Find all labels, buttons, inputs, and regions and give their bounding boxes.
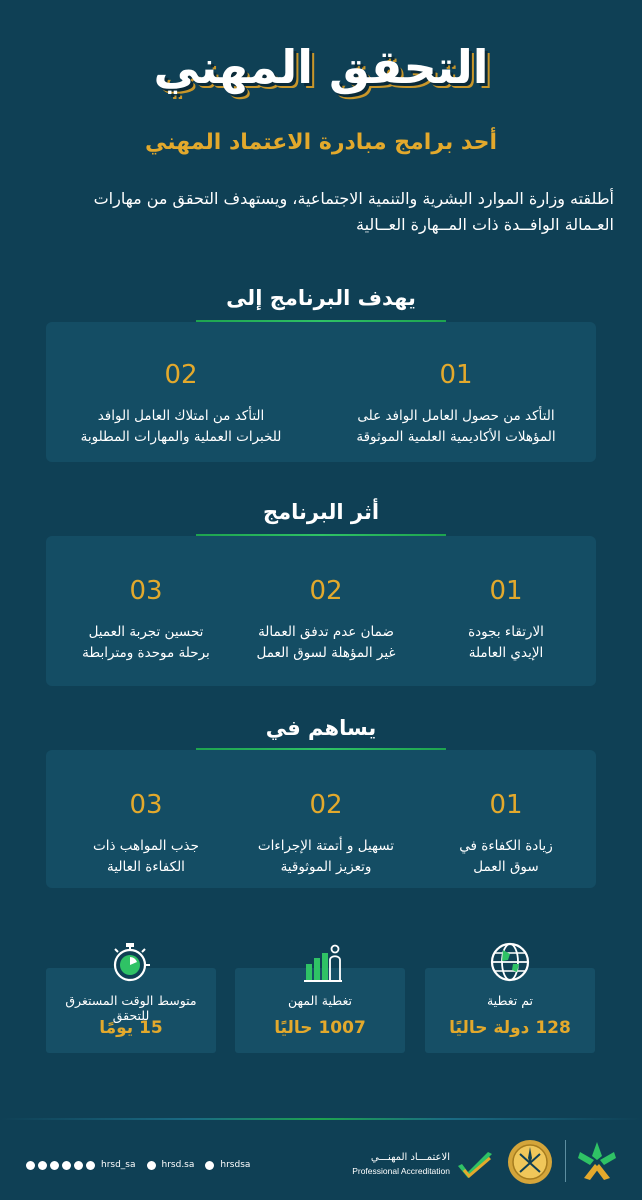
impact-text-line: تحسين تجربة العميل xyxy=(88,624,204,640)
contributes-number: 02 xyxy=(309,790,343,820)
snapchat-icon[interactable] xyxy=(86,1161,95,1170)
stopwatch-icon xyxy=(108,940,152,984)
stat-label: تغطية المهن xyxy=(288,993,352,1008)
impact-panel xyxy=(46,536,596,686)
contributes-number: 01 xyxy=(489,790,523,820)
contributes-text xyxy=(241,836,411,878)
globe-icon xyxy=(488,940,532,984)
contributes-text-line: وتعزيز الموثوقية xyxy=(280,859,372,875)
web-icon[interactable] xyxy=(147,1161,156,1170)
goal-text-line: للخبرات العملية والمهارات المطلوبة xyxy=(80,429,282,445)
professional-accreditation-logo xyxy=(352,1148,496,1184)
checkmark-logo-icon xyxy=(454,1148,496,1184)
goal-number: 01 xyxy=(439,360,473,390)
page-subtitle: أحد برامج مبادرة الاعتماد المهني xyxy=(144,130,498,155)
stat-value: 15 يومًا xyxy=(99,1018,163,1038)
brand-name-arabic: الاعتمـــاد المهنـــي xyxy=(370,1152,450,1163)
goal-text-line: التأكد من حصول العامل الوافد على xyxy=(357,408,555,424)
contributes-panel xyxy=(46,750,596,888)
impact-item-3 xyxy=(61,574,231,664)
impact-text xyxy=(61,622,231,664)
impact-item-2 xyxy=(241,574,411,664)
impact-heading: أثر البرنامج xyxy=(262,500,380,524)
impact-number: 02 xyxy=(309,576,343,606)
social-links xyxy=(26,1158,258,1172)
intro-line-1: أطلقته وزارة الموارد البشرية والتنمية الاجتماعية، ويستهدف التحقق من مهارات xyxy=(93,189,614,208)
impact-text-line: ضمان عدم تدفق العمالة xyxy=(258,624,394,640)
impact-text xyxy=(241,622,411,664)
contributes-text-line: تسهيل و أتمتة الإجراءات xyxy=(257,838,395,854)
facebook-icon[interactable] xyxy=(62,1161,71,1170)
goal-text-line: المؤهلات الأكاديمية العلمية الموثوقة xyxy=(356,429,556,445)
contributes-text xyxy=(421,836,591,878)
intro-text xyxy=(24,186,614,238)
goals-heading: يهدف البرنامج إلى xyxy=(226,286,416,310)
goal-text-line: التأكد من امتلاك العامل الوافد xyxy=(97,408,265,424)
ministry-logo-icon xyxy=(574,1138,620,1184)
youtube-channel-icon[interactable] xyxy=(205,1161,214,1170)
contributes-text-line: سوق العمل xyxy=(473,859,539,875)
goal-text xyxy=(326,406,586,448)
brand-name-english: Professional Accreditation xyxy=(352,1166,450,1176)
stat-value: 128 دولة حاليًا xyxy=(449,1018,571,1038)
intro-line-2: العـمالة الوافــدة ذات المــهارة العــالية xyxy=(356,215,614,234)
goal-item-2 xyxy=(56,358,306,448)
footer-divider xyxy=(0,1118,642,1120)
contributes-number: 03 xyxy=(129,790,163,820)
impact-text-line: غير المؤهلة لسوق العمل xyxy=(256,645,396,661)
web-handle[interactable]: hrsd.sa xyxy=(161,1160,195,1170)
contributes-text-line: زيادة الكفاءة في xyxy=(459,838,553,854)
contributes-heading: يساهم في xyxy=(265,716,377,740)
footer-vertical-divider xyxy=(565,1140,566,1182)
contributes-text xyxy=(61,836,231,878)
contributes-item-1 xyxy=(421,788,591,878)
page-title: التحقق المهني xyxy=(153,40,489,94)
impact-text-line: الارتقاء بجودة xyxy=(468,624,544,640)
impact-number: 01 xyxy=(489,576,523,606)
impact-item-1 xyxy=(421,574,591,664)
professions-chart-icon xyxy=(300,940,344,984)
goal-number: 02 xyxy=(164,360,198,390)
contributes-text-line: جذب المواهب ذات xyxy=(93,838,199,854)
impact-text-line: الإيدي العاملة xyxy=(468,645,544,661)
stat-label: تم تغطية xyxy=(486,993,533,1008)
contributes-item-2 xyxy=(241,788,411,878)
impact-text-line: برحلة موحدة ومترابطة xyxy=(82,645,210,661)
impact-text xyxy=(421,622,591,664)
x-icon[interactable] xyxy=(26,1161,35,1170)
contributes-text-line: الكفاءة العالية xyxy=(107,859,185,875)
youtube-icon[interactable] xyxy=(50,1161,59,1170)
goal-item-1 xyxy=(326,358,586,448)
goals-panel xyxy=(46,322,596,462)
impact-number: 03 xyxy=(129,576,163,606)
stat-label: متوسط الوقت المستغرق للتحقق xyxy=(65,993,197,1023)
linkedin-icon[interactable] xyxy=(38,1161,47,1170)
social-handle[interactable]: hrsd_sa xyxy=(101,1160,136,1170)
contributes-item-3 xyxy=(61,788,231,878)
instagram-icon[interactable] xyxy=(74,1161,83,1170)
youtube-handle[interactable]: hrsdsa xyxy=(220,1160,251,1170)
stat-value: 1007 حاليًا xyxy=(274,1018,366,1038)
goal-text xyxy=(56,406,306,448)
royal-emblem-icon xyxy=(506,1138,554,1186)
